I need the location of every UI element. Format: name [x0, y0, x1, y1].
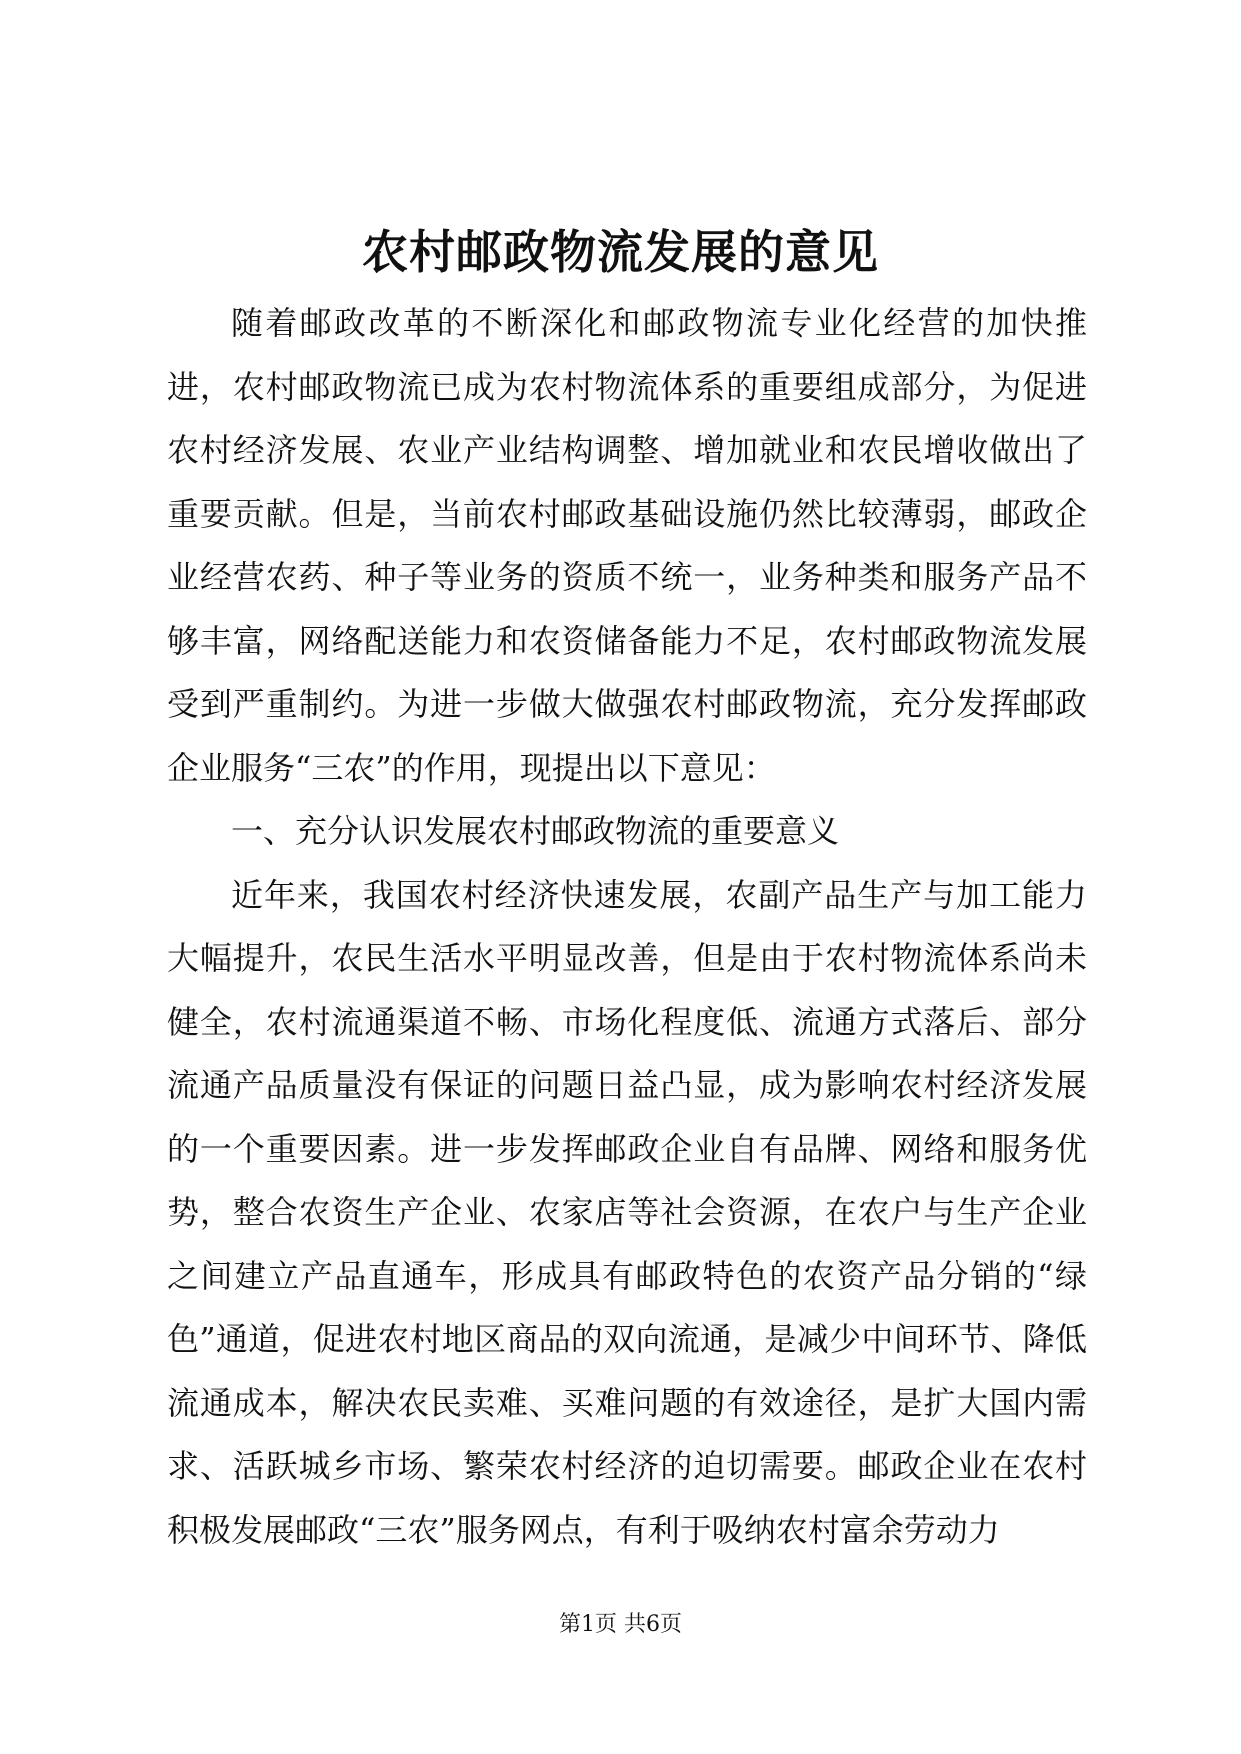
section-heading-1: 一、充分认识发展农村邮政物流的重要意义 [231, 812, 840, 850]
document-body [167, 292, 1087, 1562]
document-title: 农村邮政物流发展的意见 [362, 225, 879, 279]
page-number-footer: 第1页 共6页 [559, 1612, 682, 1637]
paragraph-intro: 随着邮政改革的不断深化和邮政物流专业化经营的加快推进，农村邮政物流已成为农村物流体系的重要组成部分，为促进农村经济发展、农业产业结构调整、增加就业和农民增收做出了重要贡献。但是，当前农村邮政基础设施仍然比较薄弱，邮政企业经营农药、种子等业务的资质不统一，业务种类和服务产品不够丰富，网络配送能力和农资储备能力不足，农村邮政物流发展受到严重制约。为进一步做大做强农村邮政物流，充分发挥邮政企业服务“三农”的作用，现提出以下意见： [167, 304, 1087, 787]
paragraph-section-1: 近年来，我国农村经济快速发展，农副产品生产与加工能力大幅提升，农民生活水平明显改善，但是由于农村物流体系尚未健全，农村流通渠道不畅、市场化程度低、流通方式落后、部分流通产品质量没有保证的问题日益凸显，成为影响农村经济发展的一个重要因素。进一步发挥邮政企业自有品牌、网络和服务优势，整合农资生产企业、农家店等社会资源，在农户与生产企业之间建立产品直通车，形成具有邮政特色的农资产品分销的“绿色”通道，促进农村地区商品的双向流通，是减少中间环节、降低流通成本，解决农民卖难、买难问题的有效途径，是扩大国内需求、活跃城乡市场、繁荣农村经济的迫切需要。邮政企业在农村积极发展邮政“三农”服务网点，有利于吸纳农村富余劳动力 [167, 875, 1087, 1549]
